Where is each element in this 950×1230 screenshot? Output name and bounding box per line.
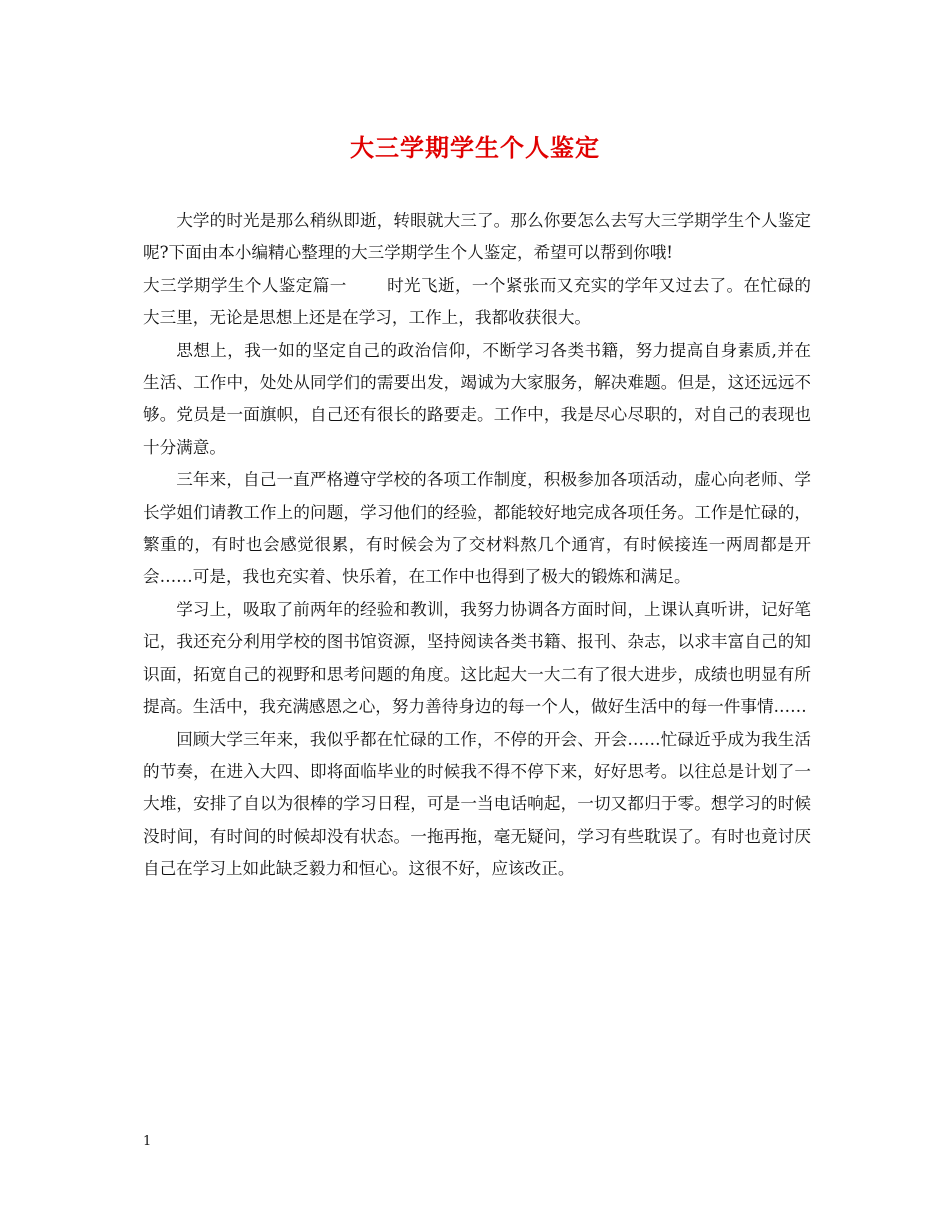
paragraph-thought: 思想上，我一如的坚定自己的政治信仰，不断学习各类书籍，努力提高自身素质,并在生活、工作中，处处从同学们的需要出发，竭诚为大家服务，解决难题。但是，这还远远不够。党员是一面旗帜，自己还有很长的路要走。工作中，我是尽心尽职的，对自己的表现也十分满意。	[143, 340, 811, 457]
section-first-text: 时光飞逝，一个紧张而又充实的学年又过去了。在忙碌的大三里，无论是思想上还是在学习，工作上，我都收获很大。	[143, 275, 812, 328]
page-number: 1	[143, 1134, 152, 1149]
document-title: 大三学期学生个人鉴定	[350, 133, 600, 162]
intro-paragraph: 大学的时光是那么稍纵即逝，转眼就大三了。那么你要怎么去写大三学期学生个人鉴定呢?下面由本小编精心整理的大三学期学生个人鉴定，希望可以帮到你哦!	[143, 211, 811, 263]
paragraph-review: 回顾大学三年来，我似乎都在忙碌的工作，不停的开会、开会……忙碌近乎成为我生活的节奏，在进入大四、即将面临毕业的时候我不得不停下来，好好思考。以往总是计划了一大堆，安排了自以为很棒的学习日程，可是一当电话响起，一切又都归于零。想学习的时候没时间，有时间的时候却没有状态。一拖再拖，毫无疑问，学习有些耽误了。有时也竟讨厌自己在学习上如此缺乏毅力和恒心。这很不好，应该改正。	[143, 729, 811, 879]
section-heading: 大三学期学生个人鉴定篇一	[143, 275, 347, 295]
paragraph-study: 学习上，吸取了前两年的经验和教训，我努力协调各方面时间，上课认真听讲，记好笔记，我还充分利用学校的图书馆资源，坚持阅读各类书籍、报刊、杂志，以求丰富自己的知识面，拓宽自己的视野和思考问题的角度。这比起大一大二有了很大进步，成绩也明显有所提高。生活中，我充满感恩之心，努力善待身边的每一个人，做好生活中的每一件事情……	[143, 599, 811, 717]
paragraph-work: 三年来，自己一直严格遵守学校的各项工作制度，积极参加各项活动，虚心向老师、学长学姐们请教工作上的问题，学习他们的经验，都能较好地完成各项任务。工作是忙碌的，繁重的，有时也会感觉很累，有时候会为了交材料熬几个通宵，有时候接连一两周都是开会……可是，我也充实着、快乐着，在工作中也得到了极大的锻炼和满足。	[143, 470, 811, 587]
section-first-paragraph	[143, 270, 811, 335]
document-body	[143, 205, 811, 886]
